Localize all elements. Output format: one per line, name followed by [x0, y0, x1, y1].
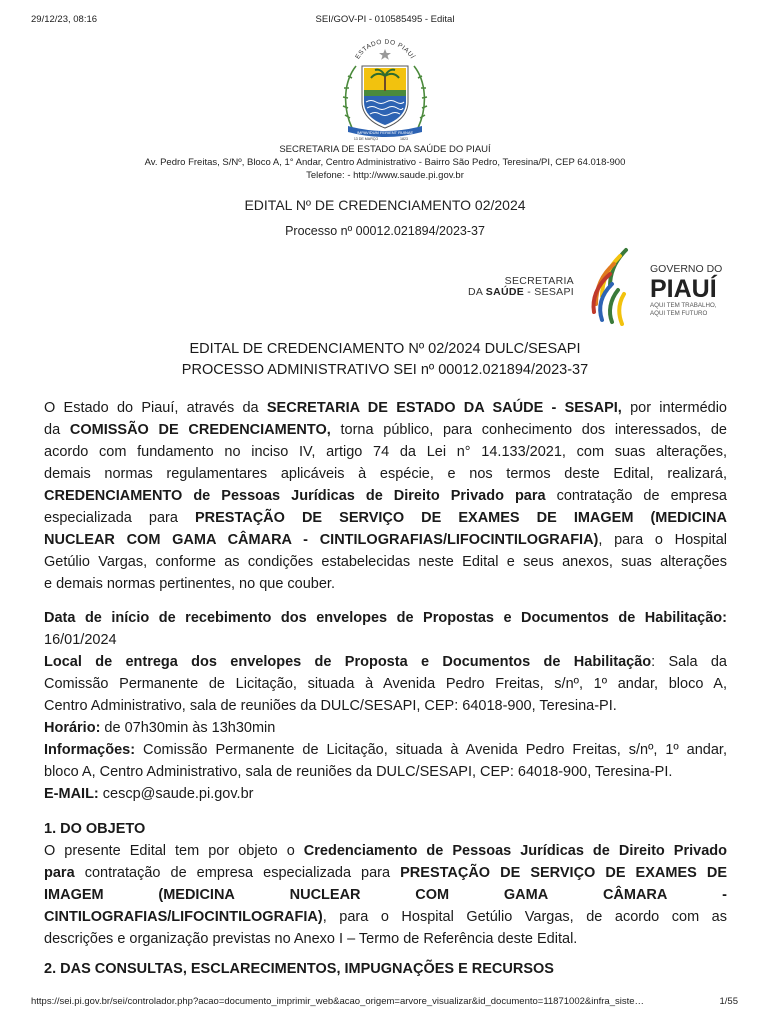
objeto-line: descrições e organização previstas no Anexo I – Termo de Referência deste Edital.	[44, 931, 578, 947]
print-page-number: 1/55	[719, 996, 738, 1007]
section-heading: 1. DO OBJETO	[44, 821, 146, 837]
intro-line: CREDENCIAMENTO de Pessoas Jurídicas de Direito Privado para contratação de empresa	[44, 488, 727, 504]
section-consultas-heading: 2. DAS CONSULTAS, ESCLARECIMENTOS, IMPUGNAÇÕES E RECURSOS	[44, 961, 554, 977]
intro-line: especializada para PRESTAÇÃO DE SERVIÇO DE EXAMES DE IMAGEM (MEDICINA	[44, 510, 727, 526]
processo-number: Processo nº 00012.021894/2023-37	[285, 224, 485, 238]
local-line: Centro Administrativo, sala de reuniões da DULC/SESAPI, CEP: 64018-900, Teresina-PI.	[44, 698, 617, 714]
informacoes-line: Informações: Comissão Permanente de Licitação, situada à Avenida Pedro Freitas, s/nº, 1º andar,	[44, 742, 727, 758]
print-datetime: 29/12/23, 08:16	[31, 14, 98, 25]
intro-paragraph	[44, 397, 727, 595]
gov-line2: PIAUÍ	[650, 275, 717, 303]
laurel-right-icon	[414, 66, 427, 128]
processo-heading: PROCESSO ADMINISTRATIVO SEI nº 00012.021894/2023-37	[181, 362, 589, 378]
local-line: Local de entrega dos envelopes de Proposta e Documentos de Habilitação: Sala da	[44, 654, 727, 670]
secretaria-logo-text	[440, 276, 574, 298]
secretaria-line1: SECRETARIA	[504, 275, 574, 287]
objeto-line: O presente Edital tem por objeto o Credenciamento de Pessoas Jurídicas de Direito Privado	[44, 843, 727, 859]
coat-of-arms-shield	[362, 66, 408, 128]
gov-line3: AQUI TEM TRABALHO,	[650, 302, 717, 309]
state-seal-emblem	[334, 36, 436, 142]
objeto-line: para contratação de empresa especializada para PRESTAÇÃO DE SERVIÇO DE EXAMES DE	[44, 865, 727, 881]
intro-line: Getúlio Vargas, conforme as condições estabelecidas neste Edital e seus anexos, suas alterações	[44, 554, 727, 570]
email-line: E-MAIL: cescp@saude.pi.gov.br	[44, 786, 254, 802]
intro-line: demais normas regulamentares aplicáveis à espécie, e nos termos deste Edital, realizará,	[44, 466, 727, 482]
governo-piaui-logo	[588, 246, 730, 326]
seal-date-left: 13 DE MARÇO	[353, 137, 379, 141]
intro-line: acordo com fundamento no inciso IV, artigo 74 da Lei n° 14.133/2021, com suas alterações,	[44, 444, 727, 460]
intro-line: e demais normas pertinentes, no que couber.	[44, 576, 335, 592]
local-line: Comissão Permanente de Licitação, situada à Avenida Pedro Freitas, s/nº, 1º andar, bloco A,	[44, 676, 727, 692]
intro-line: NUCLEAR COM GAMA CÂMARA - CINTILOGRAFIAS/LIFOCINTILOGRAFIA), para o Hospital	[44, 532, 727, 548]
intro-line: da COMISSÃO DE CREDENCIAMENTO, torna público, para conhecimento dos interessados, de	[44, 422, 727, 438]
gov-line1: GOVERNO DO	[650, 263, 723, 275]
inicio-label: Data de início de recebimento dos envelopes de Propostas e Documentos de Habilitação:	[44, 610, 727, 626]
informacoes-line: bloco A, Centro Administrativo, sala de reuniões da DULC/SESAPI, CEP: 64018-900, Teresina-PI.	[44, 764, 673, 780]
section-objeto	[44, 818, 727, 950]
objeto-line: IMAGEM (MEDICINA NUCLEAR COM GAMA CÂMARA -	[44, 887, 727, 903]
org-name: SECRETARIA DE ESTADO DA SAÚDE DO PIAUÍ	[279, 144, 491, 155]
secretaria-line2: DA SAÚDE - SESAPI	[467, 286, 574, 298]
seal-date-right: 1823	[400, 137, 408, 141]
seal-ribbon-text: IMPAVIDUM FERIENT RUINAE	[356, 130, 414, 135]
logo-stripes-icon	[594, 250, 626, 324]
info-block	[44, 607, 727, 805]
intro-line: O Estado do Piauí, através da SECRETARIA DE ESTADO DA SAÚDE - SESAPI, por intermédio	[44, 400, 727, 416]
edital-title: EDITAL Nº DE CREDENCIAMENTO 02/2024	[244, 197, 526, 213]
edital-heading: EDITAL DE CREDENCIAMENTO Nº 02/2024 DULC/SESAPI	[189, 341, 581, 357]
print-doc-title: SEI/GOV-PI - 010585495 - Edital	[315, 14, 455, 25]
seal-top-text: ESTADO DO PIAUÍ	[354, 38, 416, 61]
inicio-value: 16/01/2024	[44, 632, 117, 648]
objeto-line: CINTILOGRAFIAS/LIFOCINTILOGRAFIA), para o Hospital Getúlio Vargas, de acordo com as	[44, 909, 727, 925]
org-contact: Telefone: - http://www.saude.pi.gov.br	[306, 170, 464, 181]
gov-line4: AQUI TEM FUTURO	[650, 310, 708, 317]
org-address: Av. Pedro Freitas, S/Nº, Bloco A, 1° Andar, Centro Administrativo - Bairro São Pedro, Teresina/PI, CEP 64.018-900	[144, 157, 626, 168]
print-url: https://sei.pi.gov.br/sei/controlador.php?acao=documento_imprimir_web&acao_origem=arvore_visualizar&id_documento=11871002&infra_siste…	[31, 996, 645, 1007]
star-icon	[379, 49, 391, 60]
horario-line: Horário: de 07h30min às 13h30min	[44, 720, 276, 736]
laurel-left-icon	[343, 66, 356, 128]
